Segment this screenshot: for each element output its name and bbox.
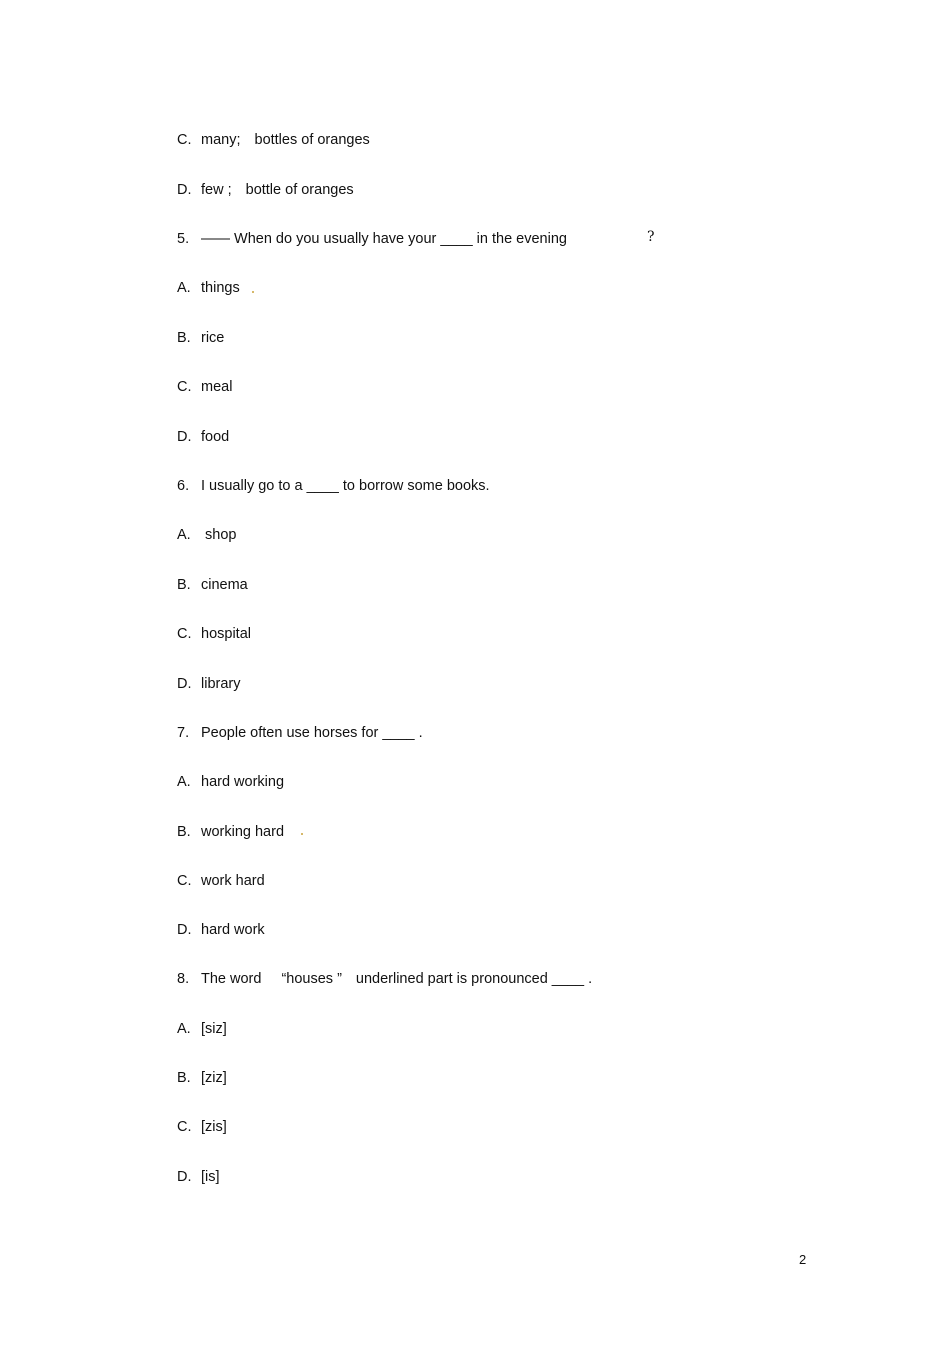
stray-dot [301,833,303,835]
question-number: 5. [177,231,190,247]
quoted-word: “houses ” [281,971,342,987]
question-number: 7. [177,725,190,741]
question-number: 8. [177,971,190,987]
option-text: things [201,280,240,296]
option-text: food [201,429,230,445]
line-d-few [177,181,354,199]
option-text: hard working [201,774,285,790]
question-5 [177,230,567,248]
option-b [177,329,224,347]
option-text: [zis] [201,1119,227,1135]
option-marker: B. [177,577,191,593]
option-marker: D. [177,182,192,198]
page-number: 2 [799,1252,807,1267]
question-7 [177,724,423,742]
question-number: 6. [177,478,190,494]
option-marker: A. [177,280,191,296]
option-marker: B. [177,330,191,346]
option-d [177,921,265,939]
option-text: cinema [201,577,248,593]
option-marker: D. [177,676,192,692]
option-marker: A. [177,527,191,543]
option-text: [siz] [201,1021,227,1037]
stray-dot [252,291,254,293]
option-marker: A. [177,774,191,790]
option-marker: C. [177,626,192,642]
option-text-extra: bottle of oranges [245,182,354,198]
option-d [177,675,240,693]
option-marker: B. [177,1070,191,1086]
option-a [177,1020,227,1038]
question-text: The word [201,971,262,987]
option-text: meal [201,379,233,395]
option-text: [ziz] [201,1070,227,1086]
option-text: hospital [201,626,251,642]
option-text: library [201,676,241,692]
option-c [177,1118,227,1136]
option-text: hard work [201,922,265,938]
option-a [177,773,284,791]
option-text: shop [205,527,237,543]
question-text-end: underlined part is pronounced ____ . [355,971,593,987]
option-c [177,378,232,396]
option-text: working hard [201,824,285,840]
question-text: I usually go to a ____ to borrow some books. [201,478,490,494]
option-marker: C. [177,379,192,395]
option-marker: C. [177,132,192,148]
question-text: People often use horses for ____ . [201,725,423,741]
question-text: —— When do you usually have your ____ in the evening [201,231,567,247]
option-text: many; [201,132,241,148]
option-text-extra: bottles of oranges [254,132,370,148]
option-marker: A. [177,1021,191,1037]
question-mark: ? [647,229,655,245]
option-a [177,526,236,544]
question-8 [177,970,592,988]
option-marker: D. [177,1169,192,1185]
question-6 [177,477,490,495]
option-text: few ; [201,182,232,198]
option-text: [is] [201,1169,220,1185]
option-marker: D. [177,922,192,938]
option-b [177,1069,227,1087]
option-b [177,823,284,841]
option-d [177,428,229,446]
option-a [177,279,240,297]
line-c-many [177,131,370,149]
option-c [177,625,251,643]
option-text: rice [201,330,225,346]
option-text: work hard [201,873,265,889]
option-marker: C. [177,1119,192,1135]
option-marker: C. [177,873,192,889]
option-marker: B. [177,824,191,840]
option-d [177,1168,220,1186]
option-b [177,576,248,594]
option-marker: D. [177,429,192,445]
option-c [177,872,265,890]
